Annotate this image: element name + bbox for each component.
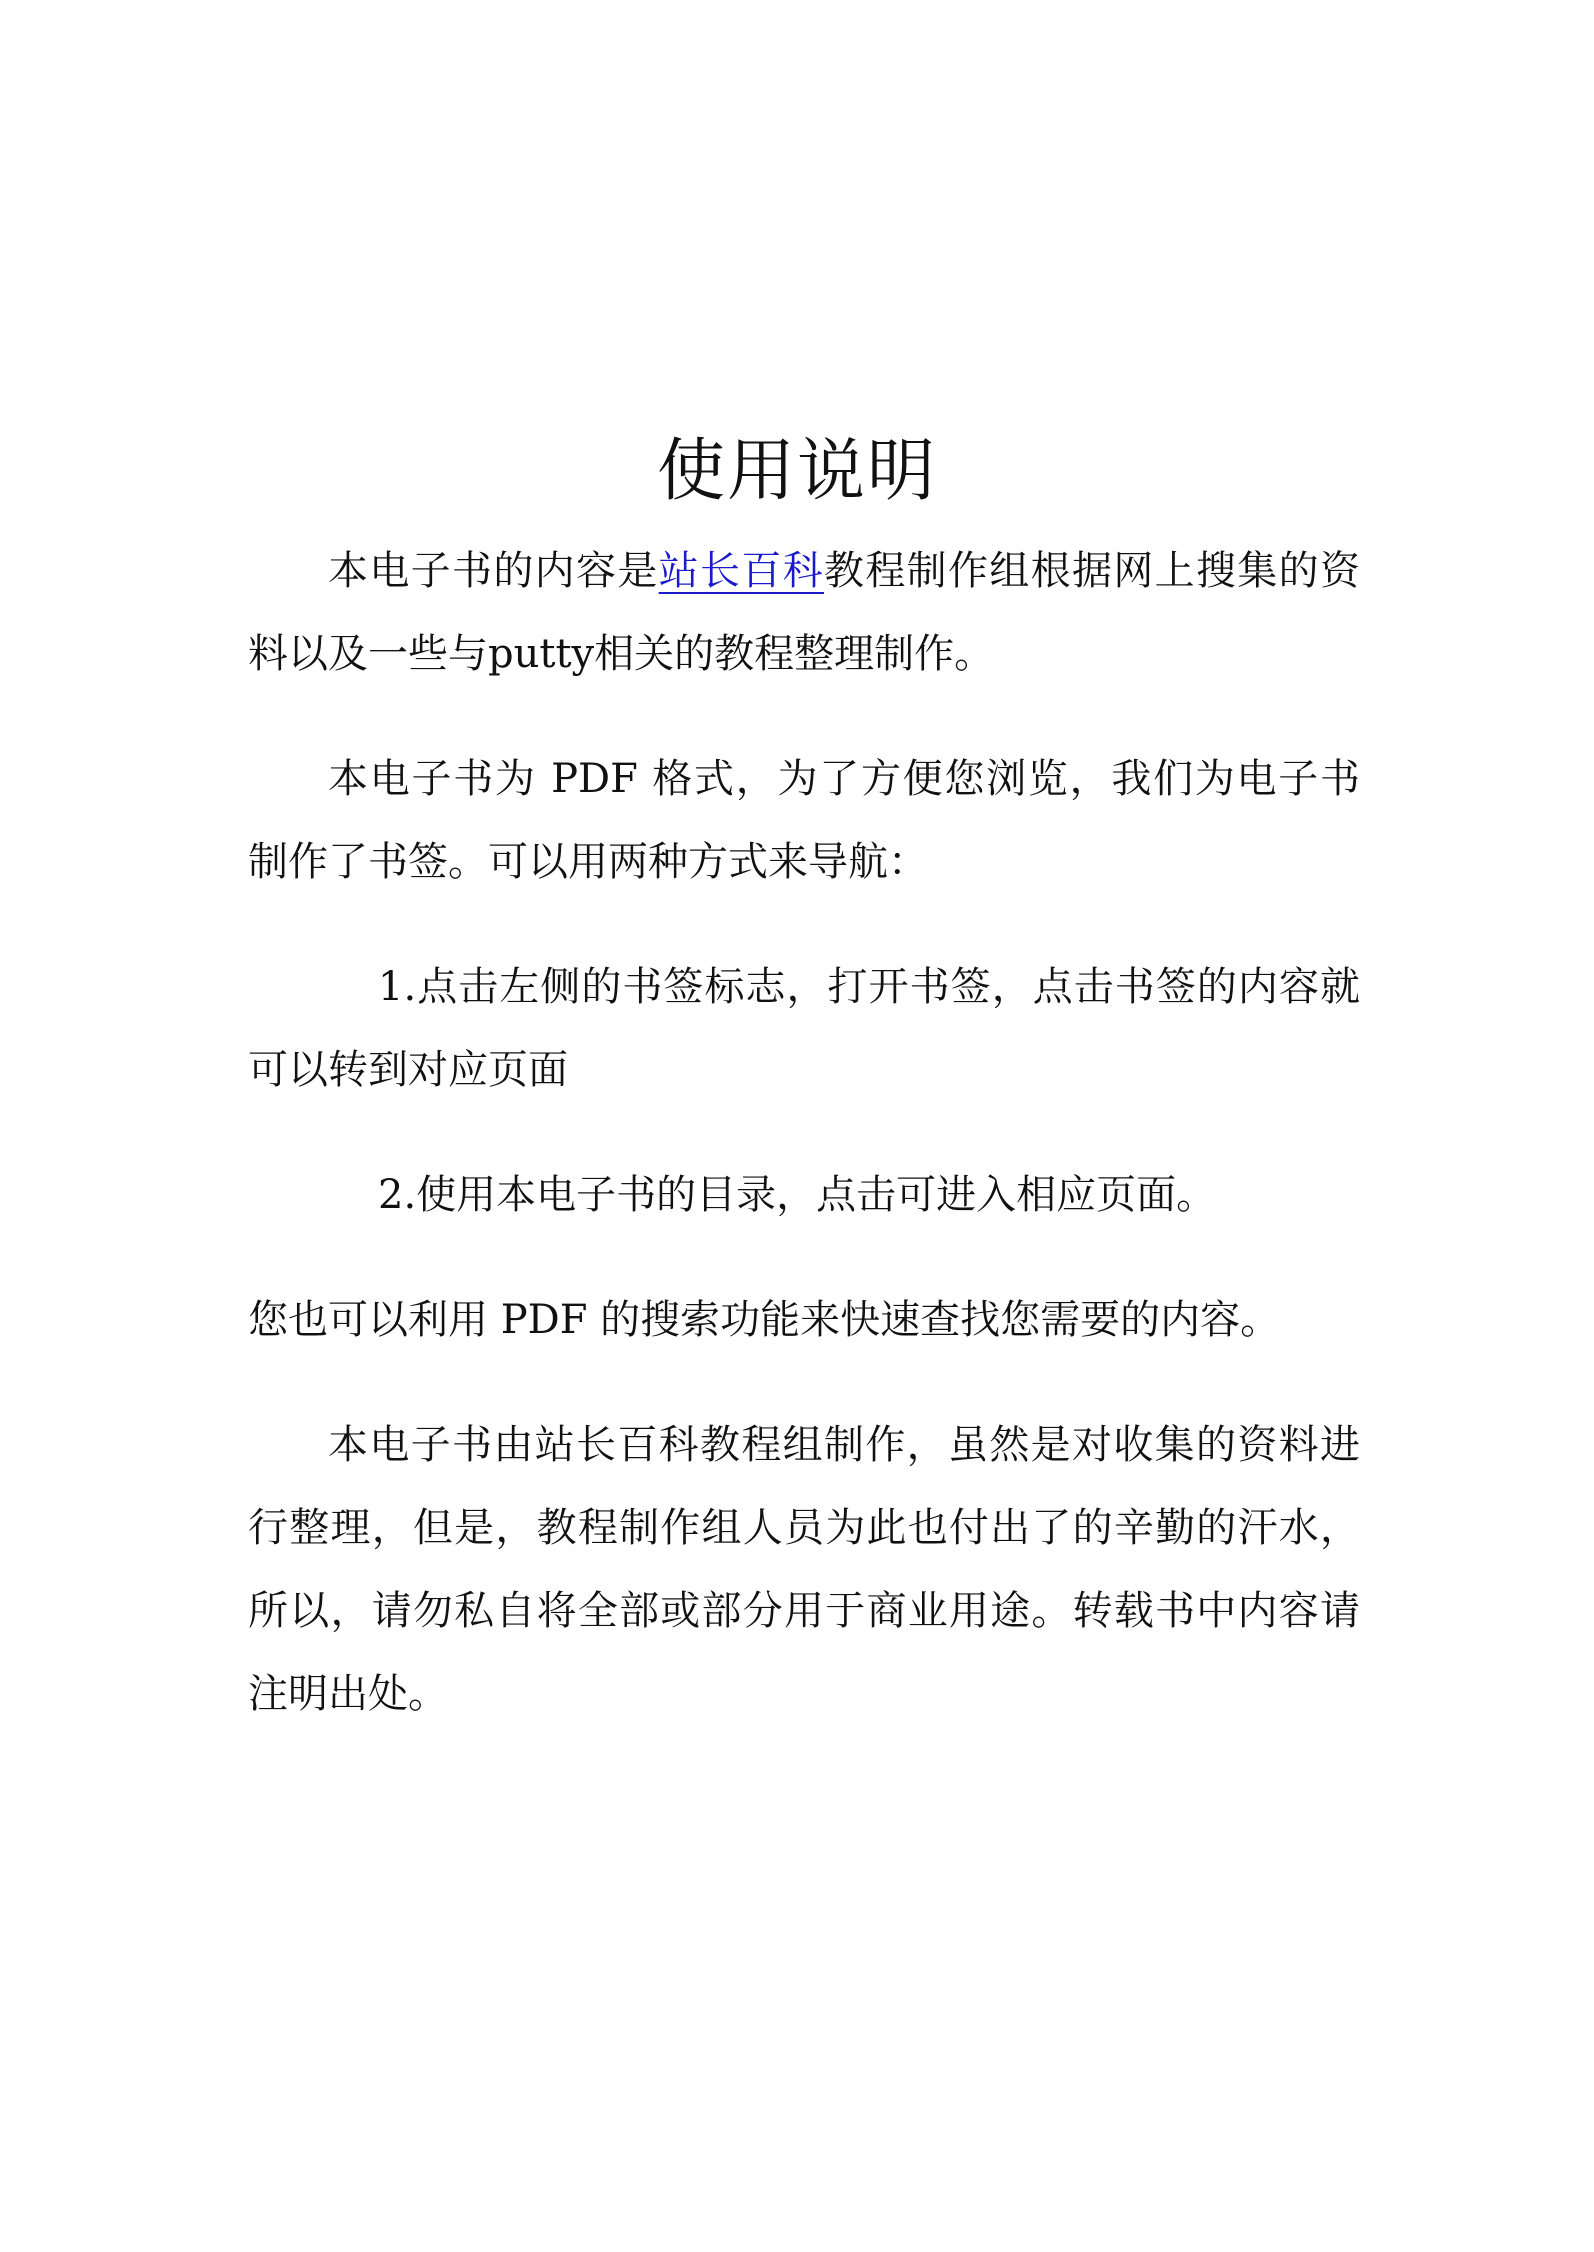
document-body: [248, 530, 1360, 1778]
copyright-paragraph: 本电子书由站长百科教程组制作，虽然是对收集的资料进行整理，但是，教程制作组人员为此也付出了的辛勤的汗水，所以，请勿私自将全部或部分用于商业用途。转载书中内容请注明出处。: [248, 1422, 1360, 1717]
intro-paragraph: [248, 530, 1360, 696]
navigation-step-1: 1.点击左侧的书签标志，打开书签，点击书签的内容就可以转到对应页面: [248, 964, 1360, 1093]
intro-text-before-link: 本电子书的内容是: [328, 548, 659, 594]
navigation-step-2: 2.使用本电子书的目录，点击可进入相应页面。: [378, 1172, 1217, 1218]
search-paragraph: 您也可以利用 PDF 的搜索功能来快速查找您需要的内容。: [248, 1297, 1281, 1343]
intro-text-after-link: 教程制作组根据网上搜集的资料以及一些与putty相关的教程整理制作。: [248, 548, 1361, 677]
site-link[interactable]: 站长百科: [658, 548, 825, 594]
page-title: 使用说明: [656, 431, 937, 511]
format-paragraph: 本电子书为 PDF 格式，为了方便您浏览，我们为电子书制作了书签。可以用两种方式来导航：: [248, 756, 1360, 885]
